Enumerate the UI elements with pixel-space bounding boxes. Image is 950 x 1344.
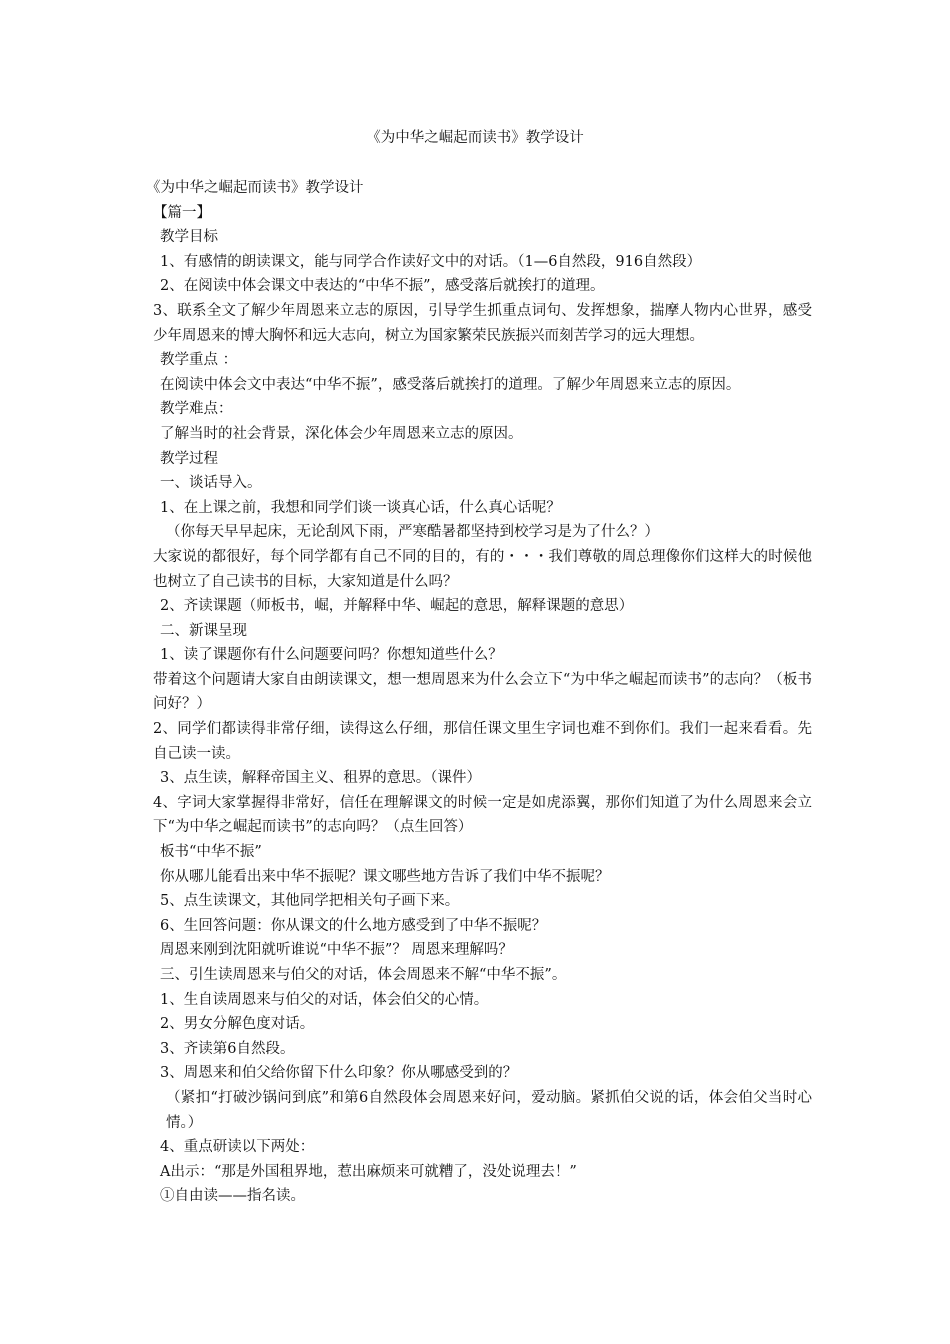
text-line: 2、在阅读中体会课文中表达的“中华不振”，感受落后就挨打的道理。 (160, 278, 605, 295)
text-line: 4、重点研读以下两处： (160, 1139, 315, 1156)
text-line: 教学目标 (160, 229, 218, 246)
text-line: 你从哪儿能看出来中华不振呢？课文哪些地方告诉了我们中华不振呢？ (160, 868, 610, 885)
text-paragraph: 4、字词大家掌握得非常好，信任在理解课文的时候一定是如虎添翼，那你们知道了为什么周恩来会立下“为中华之崛起而读书”的志向吗？（点生回答） (153, 794, 812, 836)
doc-heading: 《为中华之崛起而读书》教学设计 (146, 180, 364, 196)
text-line: A出示：“那是外国租界地，惹出麻烦来可就糟了，没处说理去！” (160, 1163, 577, 1180)
text-paragraph: （紧扣“打破沙锅问到底”和第6自然段体会周恩来好问，爱动脑。紧抓伯父说的话，体会伯父当时心情。） (166, 1089, 812, 1131)
text-paragraph: 3、联系全文了解少年周恩来立志的原因，引导学生抓重点词句、发挥想象，揣摩人物内心世界，感受少年周恩来的博大胸怀和远大志向，树立为国家繁荣民族振兴而刻苦学习的远大理想。 (153, 302, 812, 344)
text-line: 2、男女分解色度对话。 (160, 1016, 315, 1033)
text-line: 二、新课呈现 (160, 622, 247, 639)
text-line: 1、生自读周恩来与伯父的对话，体会伯父的心情。 (160, 991, 489, 1008)
text-line: 3、点生读，解释帝国主义、租界的意思。（课件） (160, 770, 481, 787)
text-line: 5、点生读课文，其他同学把相关句子画下来。 (160, 893, 460, 910)
text-line: 2、齐读课题（师板书，崛，并解释中华、崛起的意思，解释课题的意思） (160, 598, 634, 615)
text-line: 板书“中华不振” (160, 844, 262, 861)
text-line: 了解当时的社会背景，深化体会少年周恩来立志的原因。 (160, 425, 523, 442)
text-line: 3、齐读第6自然段。 (160, 1040, 295, 1057)
text-line: （你每天早早起床，无论刮风下雨，严寒酷暑都坚持到校学习是为了什么？） (166, 524, 659, 541)
page-title: 《为中华之崛起而读书》教学设计 (366, 130, 584, 146)
document-body (146, 176, 812, 1209)
text-paragraph: 大家说的都很好，每个同学都有自己不同的目的，有的・・・我们尊敬的周总理像你们这样大的时候他也树立了自己读书的目标，大家知道是什么吗？ (153, 548, 812, 590)
text-line: 3、周恩来和伯父给你留下什么印象？你从哪感受到的？ (160, 1065, 518, 1082)
section-label: 【篇一】 (153, 204, 211, 221)
text-line: 1、有感情的朗读课文，能与同学合作读好文中的对话。（1—6自然段，916自然段） (160, 253, 702, 270)
text-line: ①自由读——指名读。 (160, 1188, 305, 1205)
text-paragraph: 2、同学们都读得非常仔细，读得这么仔细，那信任课文里生字词也难不到你们。我们一起来看看。先自己读一读。 (153, 721, 812, 762)
text-line: 1、在上课之前，我想和同学们谈一谈真心话，什么真心话呢？ (160, 499, 561, 516)
text-line: 6、生回答问题：你从课文的什么地方感受到了中华不振呢？ (160, 917, 547, 934)
text-line: 在阅读中体会文中表达“中华不振”，感受落后就挨打的道理。了解少年周恩来立志的原因。 (160, 376, 741, 393)
text-line: 三、引生读周恩来与伯父的对话，体会周恩来不解“中华不振”。 (160, 967, 567, 983)
text-line: 教学重点 ： (160, 352, 238, 369)
text-line: 教学难点： (160, 401, 233, 418)
text-line: 周恩来刚到沈阳就听谁说“中华不振”？ 周恩来理解吗？ (160, 942, 513, 959)
text-line: 1、读了课题你有什么问题要问吗？你想知道些什么？ (160, 647, 503, 664)
text-paragraph: 带着这个问题请大家自由朗读课文，想一想周恩来为什么会立下“为中华之崛起而读书”的志向？（板书问好？） (153, 671, 812, 713)
text-line: 一、谈话导入。 (160, 475, 262, 492)
text-line: 教学过程 (160, 450, 218, 467)
